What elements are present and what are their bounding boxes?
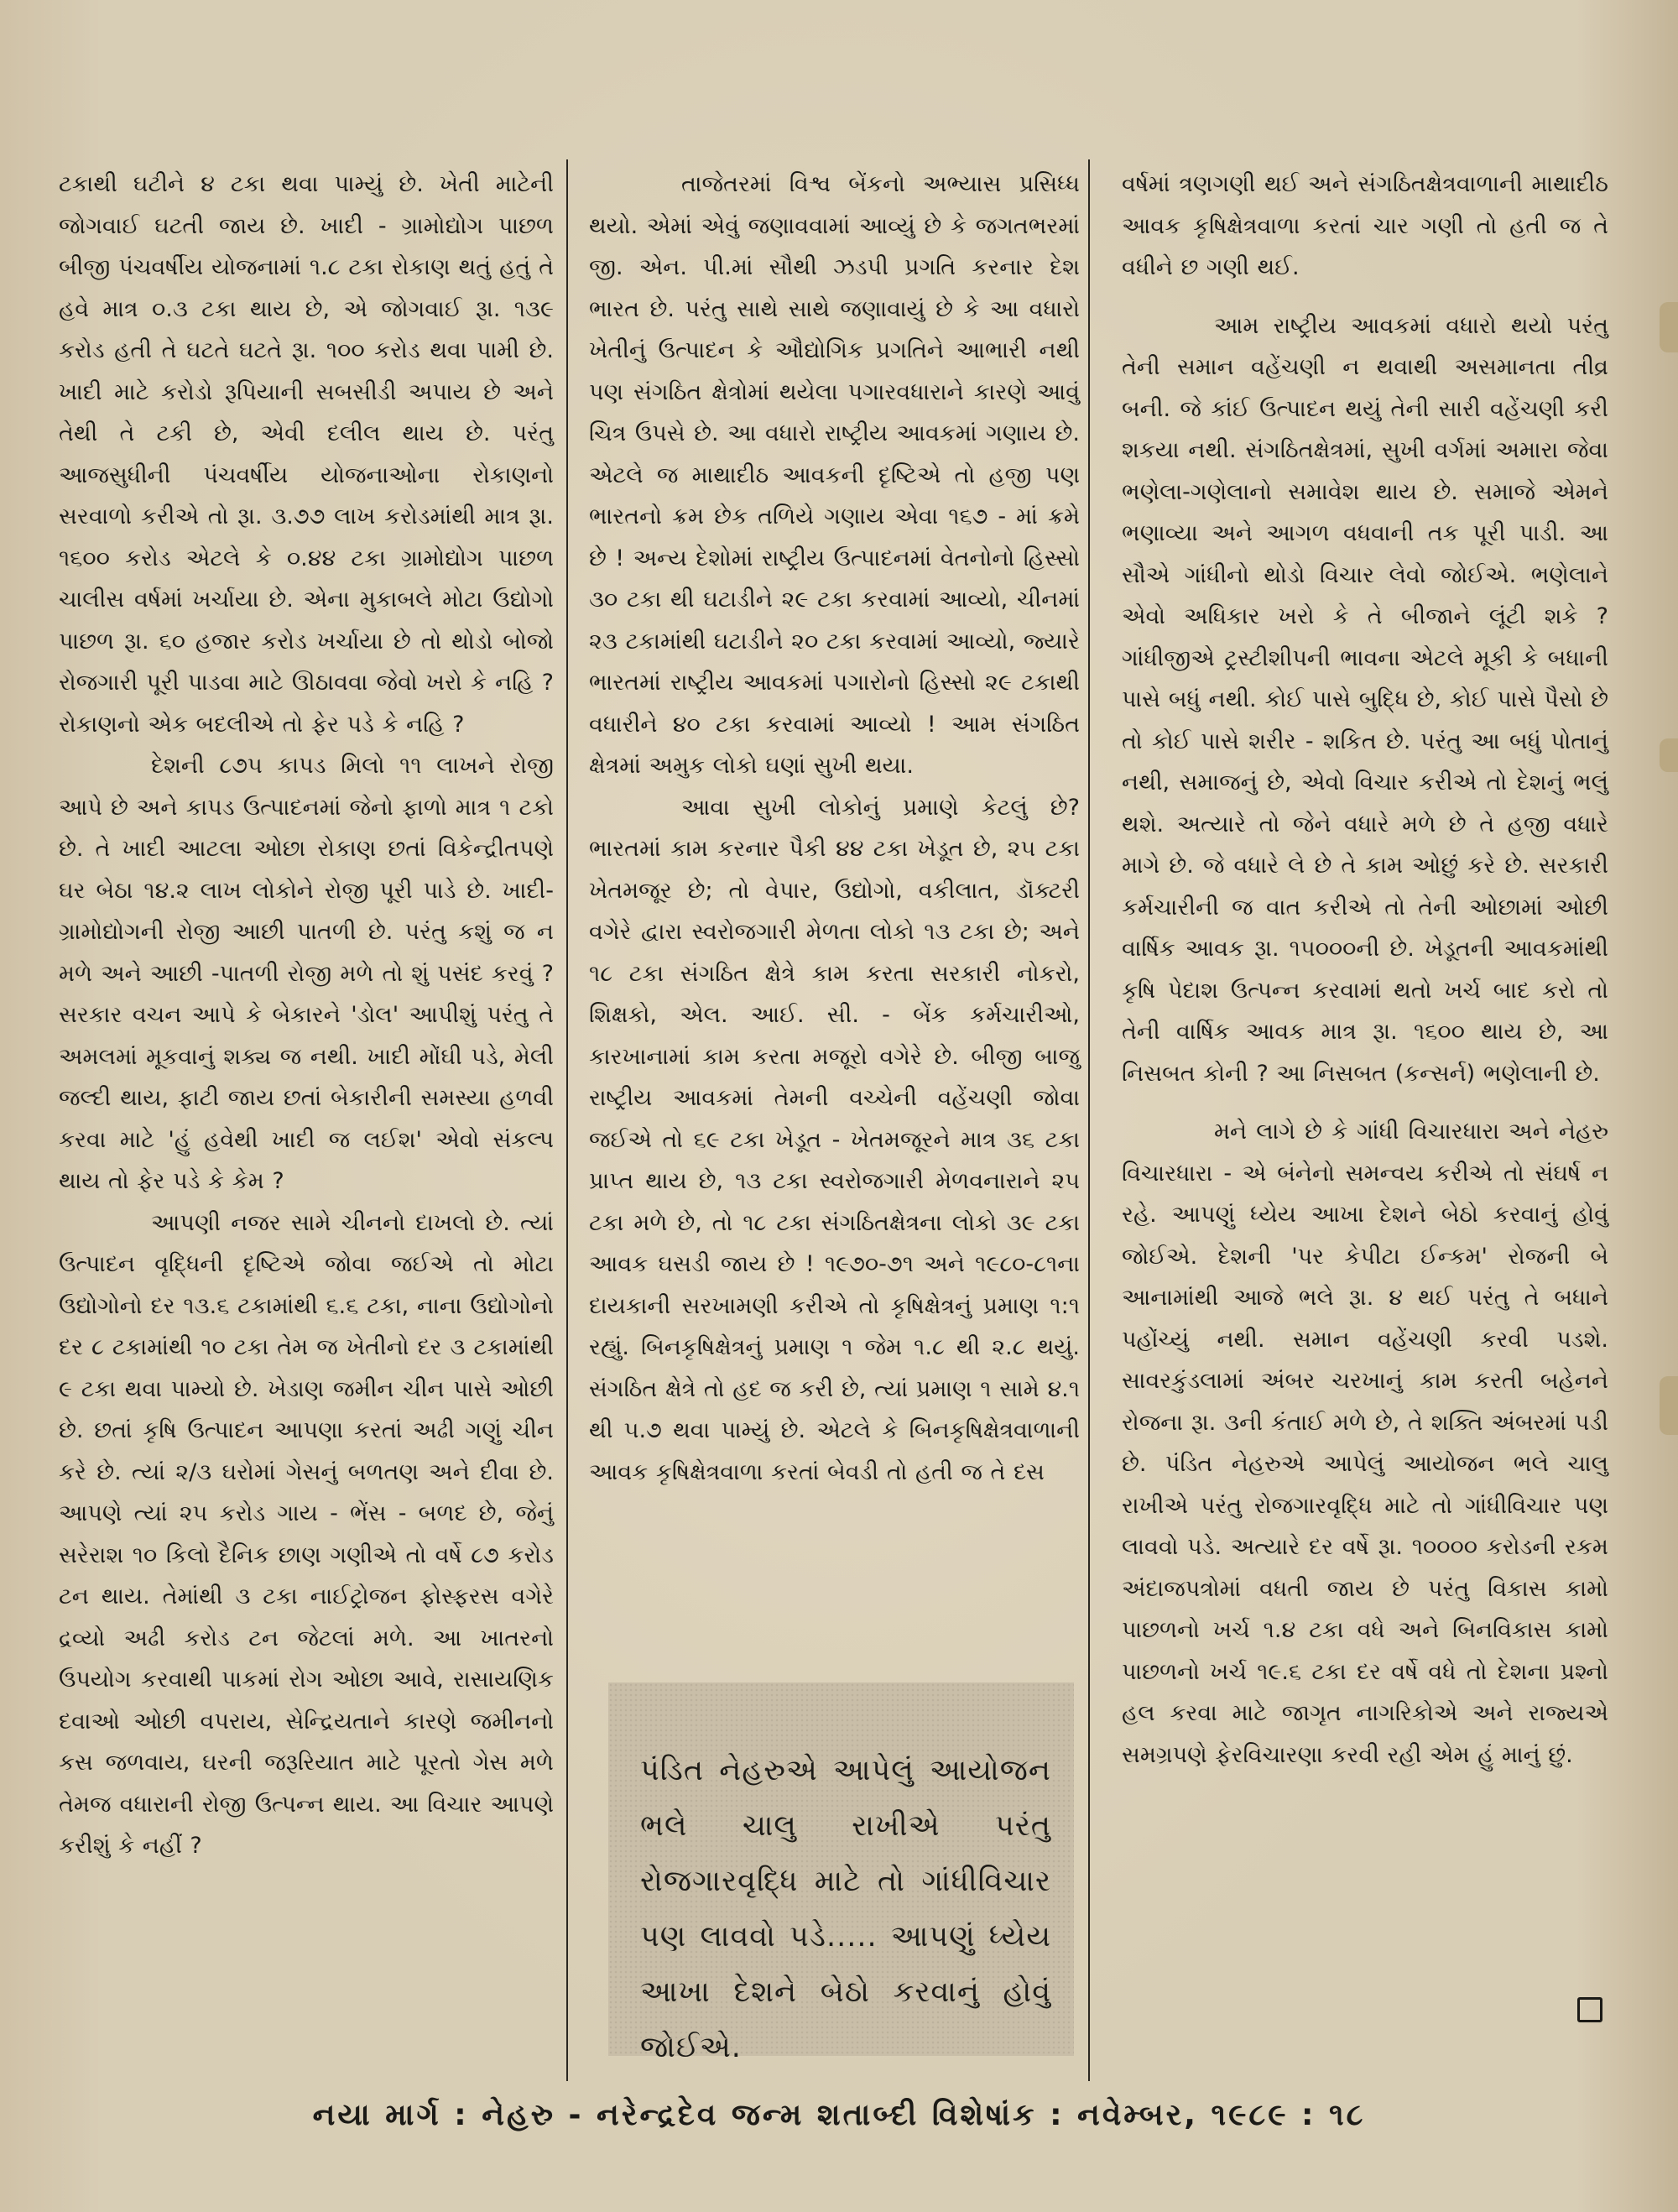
paragraph: ટકાથી ઘટીને ૪ ટકા થવા પામ્યું છે. ખેતી માટેની જોગવાઈ ઘટતી જાય છે. ખાદી - ગ્રામોદ્યોગ પાછળ બીજી પંચવર્ષીય યોજનામાં ૧.૮ ટકા રોકાણ થતું હતું તે હવે માત્ર ૦.૩ ટકા થાય છે, એ જોગવાઈ રૂા. ૧૩૯ કરોડ હતી તે ઘટતે ઘટતે રૂા. ૧૦૦ કરોડ થવા પામી છે. ખાદી માટે કરોડો રૂપિયાની સબસીડી અપાય છે અને તેથી તે ટકી છે, એવી દલીલ થાય છે. પરંતુ આજસુધીની પંચવર્ષીય યોજનાઓના રોકાણનો સરવાળો કરીએ તો રૂા. ૩.૭૭ લાખ કરોડમાંથી માત્ર રૂા. ૧૬૦૦ કરોડ એટલે કે ૦.૪૪ ટકા ગ્રામોદ્યોગ પાછળ ચાલીસ વર્ષમાં ખર્ચાયા છે. એના મુકાબલે મોટા ઉદ્યોગો પાછળ રૂા. ૬૦ હજાર કરોડ ખર્ચાયા છે તો થોડો બોજો રોજગારી પૂરી પાડવા માટે ઊઠાવવા જેવો ખરો કે નહિ ? રોકાણનો એક બદલીએ તો ફેર પડે કે નહિ ? bbox=[59, 171, 554, 738]
paragraph: વર્ષમાં ત્રણગણી થઈ અને સંગઠિતક્ષેત્રવાળાની માથાદીઠ આવક કૃષિક્ષેત્રવાળા કરતાં ચાર ગણી તો હતી જ તે વધીને છ ગણી થઈ. bbox=[1122, 171, 1608, 280]
page-edge-tear bbox=[1660, 302, 1678, 352]
paragraph: આવા સુખી લોકોનું પ્રમાણે કેટલું છે? ભારતમાં કામ કરનાર પૈકી ૪૪ ટકા ખેડૂત છે, ૨૫ ટકા ખેતમજૂર છે; તો વેપાર, ઉદ્યોગો, વકીલાત, ડૉક્ટરી વગેરે દ્વારા સ્વરોજગારી મેળતા લોકો ૧૩ ટકા છે; અને ૧૮ ટકા સંગઠિત ક્ષેત્રે કામ કરતા સરકારી નોકરો, શિક્ષકો, એલ. આઈ. સી. - બેંક કર્મચારીઓ, કારખાનામાં કામ કરતા મજૂરો વગેરે છે. બીજી બાજુ રાષ્ટ્રીય આવકમાં તેમની વચ્ચેની વહેંચણી જોવા જઈએ તો ૬૯ ટકા ખેડૂત - ખેતમજૂરને માત્ર ૩૬ ટકા પ્રાપ્ત થાય છે, ૧૩ ટકા સ્વરોજગારી મેળવનારાને ૨૫ ટકા મળે છે, તો ૧૮ ટકા સંગઠિતક્ષેત્રના લોકો ૩૯ ટકા આવક ઘસડી જાય છે ! ૧૯૭૦-૭૧ અને ૧૯૮૦-૮૧ના દાયકાની સરખામણી કરીએ તો કૃષિક્ષેત્રનું પ્રમાણ ૧:૧ રહ્યું. બિનકૃષિક્ષેત્રનું પ્રમાણ ૧ જેમ ૧.૮ થી ૨.૮ થયું. સંગઠિત ક્ષેત્રે તો હદ જ કરી છે, ત્યાં પ્રમાણ ૧ સામે ૪.૧ થી ૫.૭ થવા પામ્યું છે. એટલે કે બિનકૃષિક્ષેત્રવાળાની આવક કૃષિક્ષેત્રવાળા કરતાં બેવડી તો હતી જ તે દસ bbox=[589, 794, 1080, 1485]
pull-quote: પંડિત નેહરુએ આપેલું આયોજન ભલે ચાલુ રાખીએ પરંતુ રોજગારવૃદ્ધિ માટે તો ગાંધીવિચાર પણ લાવવો પડે..... આપણું ધ્યેય આખા દેશને બેઠો કરવાનું હોવું જોઈએ. bbox=[640, 1754, 1051, 2064]
paragraph: આમ રાષ્ટ્રીય આવકમાં વધારો થયો પરંતુ તેની સમાન વહેંચણી ન થવાથી અસમાનતા તીવ્ર બની. જે કાંઈ ઉત્પાદન થયું તેની સારી વહેંચણી કરી શકયા નથી. સંગઠિતક્ષેત્રમાં, સુખી વર્ગમાં અમારા જેવા ભણેલા-ગણેલાનો સમાવેશ થાય છે. સમાજે એમને ભણાવ્યા અને આગળ વધવાની તક પૂરી પાડી. આ સૌએ ગાંધીનો થોડો વિચાર લેવો જોઈએ. ભણેલાને એવો અધિકાર ખરો કે તે બીજાને લૂંટી શકે ? ગાંધીજીએ ટ્રસ્ટીશીપની ભાવના એટલે મૂકી કે બધાની પાસે બધું નથી. કોઈ પાસે બુદ્ધિ છે, કોઈ પાસે પૈસો છે તો કોઈ પાસે શરીર - શકિત છે. પરંતુ આ બધું પોતાનું નથી, સમાજનું છે, એવો વિચાર કરીએ તો દેશનું ભલું થશે. અત્યારે તો જેને વધારે મળે છે તે હજી વધારે માગે છે. જે વધારે લે છે તે કામ ઓછું કરે છે. સરકારી કર્મચારીની જ વાત કરીએ તો તેની ઓછામાં ઓછી વાર્ષિક આવક રૂા. ૧૫૦૦૦ની છે. ખેડૂતની આવકમાંથી કૃષિ પેદાશ ઉત્પન્ન કરવામાં થતો ખર્ચ બાદ કરો તો તેની વાર્ષિક આવક માત્ર રૂા. ૧૬૦૦ થાય છે, આ નિસબત કોની ? આ નિસબત (કન્સર્ન) ભણેલાની છે. bbox=[1122, 312, 1608, 1087]
article-column-3 bbox=[1122, 164, 1608, 1776]
page-footer: નયા માર્ગ : નેહરુ - નરેન્દ્રદેવ જન્મ શતાબ્દી વિશેષાંક : નવેમ્બર, ૧૯૮૯ : ૧૮ bbox=[312, 2098, 1366, 2132]
paragraph: મને લાગે છે કે ગાંધી વિચારધારા અને નેહરુ વિચારધારા - એ બંનેનો સમન્વય કરીએ તો સંઘર્ષ ન રહે. આપણું ધ્યેય આખા દેશને બેઠો કરવાનું હોવું જોઈએ. દેશની 'પર કેપીટા ઈન્કમ' રોજની બે આનામાંથી આજે ભલે રૂા. ૪ થઈ પરંતુ તે બધાને પહોંચ્યું નથી. સમાન વહેંચણી કરવી પડશે. સાવરકુંડલામાં અંબર ચરખાનું કામ કરતી બહેનને રોજના રૂા. ૩ની કંતાઈ મળે છે, તે શક્તિ અંબરમાં પડી છે. પંડિત નેહરુએ આપેલું આયોજન ભલે ચાલુ રાખીએ પરંતુ રોજગારવૃદ્ધિ માટે તો ગાંધીવિચાર પણ લાવવો પડે. અત્યારે દર વર્ષે રૂા. ૧૦૦૦૦ કરોડની રકમ અંદાજપત્રોમાં વધતી જાય છે પરંતુ વિકાસ કામો પાછળનો ખર્ચ ૧.૪ ટકા વધે અને બિનવિકાસ કામો પાછળનો ખર્ચ ૧૯.૬ ટકા દર વર્ષે વધે તો દેશના પ્રશ્નો હલ કરવા માટે જાગૃત નાગરિકોએ અને રાજ્યએ સમગ્રપણે ફેરવિચારણા કરવી રહી એમ હું માનું છું. bbox=[1122, 1119, 1608, 1768]
paragraph: તાજેતરમાં વિશ્વ બેંકનો અભ્યાસ પ્રસિધ્ધ થયો. એમાં એવું જણાવવામાં આવ્યું છે કે જગતભરમાં જી. એન. પી.માં સૌથી ઝડપી પ્રગતિ કરનાર દેશ ભારત છે. પરંતુ સાથે સાથે જણાવાયું છે કે આ વધારો ખેતીનું ઉત્પાદન કે ઔદ્યોગિક પ્રગતિને આભારી નથી પણ સંગઠિત ક્ષેત્રોમાં થયેલા પગારવધારાને કારણે આવું ચિત્ર ઉપસે છે. આ વધારો રાષ્ટ્રીય આવકમાં ગણાય છે. એટલે જ માથાદીઠ આવકની દૃષ્ટિએ તો હજી પણ ભારતનો ક્રમ છેક તળિયે ગણાય એવા ૧૬૭ - માં ક્રમે છે ! અન્ય દેશોમાં રાષ્ટ્રીય ઉત્પાદનમાં વેતનોનો હિસ્સો ૩૦ ટકા થી ઘટાડીને ૨૯ ટકા કરવામાં આવ્યો, ચીનમાં ૨૩ ટકામાંથી ઘટાડીને ૨૦ ટકા કરવામાં આવ્યો, જ્યારે ભારતમાં રાષ્ટ્રીય આવકમાં પગારોનો હિસ્સો ૨૯ ટકાથી વધારીને ૪૦ ટકા કરવામાં આવ્યો ! આમ સંગઠિત ક્ષેત્રમાં અમુક લોકો ઘણાં સુખી થયા. bbox=[589, 171, 1080, 779]
column-divider bbox=[1088, 159, 1090, 2081]
column-divider bbox=[566, 159, 568, 2081]
page-edge-tear bbox=[1660, 1376, 1678, 1435]
article-column-1 bbox=[59, 164, 554, 1867]
article-column-2 bbox=[589, 164, 1080, 1493]
page-edge-tear bbox=[1660, 738, 1678, 772]
paragraph: આપણી નજર સામે ચીનનો દાખલો છે. ત્યાં ઉત્પાદન વૃદ્ધિની દૃષ્ટિએ જોવા જઈએ તો મોટા ઉદ્યોગોનો દર ૧૩.૬ ટકામાંથી ૬.૬ ટકા, નાના ઉદ્યોગોનો દર ૮ ટકામાંથી ૧૦ ટકા તેમ જ ખેતીનો દર ૩ ટકામાંથી ૯ ટકા થવા પામ્યો છે. ખેડાણ જમીન ચીન પાસે ઓછી છે. છતાં કૃષિ ઉત્પાદન આપણા કરતાં અઢી ગણું ચીન કરે છે. ત્યાં ૨/૩ ઘરોમાં ગેસનું બળતણ અને દીવા છે. આપણે ત્યાં ૨૫ કરોડ ગાય - ભેંસ - બળદ છે, જેનું સરેરાશ ૧૦ કિલો દૈનિક છાણ ગણીએ તો વર્ષે ૮૭ કરોડ ટન થાય. તેમાંથી ૩ ટકા નાઈટ્રોજન ફોસ્ફરસ વગેરે દ્રવ્યો અઢી કરોડ ટન જેટલાં મળે. આ ખાતરનો ઉપયોગ કરવાથી પાકમાં રોગ ઓછા આવે, રાસાયણિક દવાઓ ઓછી વપરાય, સેન્દ્રિયતાને કારણે જમીનનો કસ જળવાય, ઘરની જરૂરિયાત માટે પૂરતો ગેસ મળે તેમજ વધારાની રોજી ઉત્પન્ન થાય. આ વિચાર આપણે કરીશું કે નહીં ? bbox=[59, 1209, 554, 1859]
paragraph: દેશની ૮૭૫ કાપડ મિલો ૧૧ લાખને રોજી આપે છે અને કાપડ ઉત્પાદનમાં જેનો ફાળો માત્ર ૧ ટકો છે. તે ખાદી આટલા ઓછા રોકાણ છતાં વિકેન્દ્રીતપણે ઘર બેઠા ૧૪.૨ લાખ લોકોને રોજી પૂરી પાડે છે. ખાદી-ગ્રામોદ્યોગની રોજી આછી પાતળી છે. પરંતુ કશું જ ન મળે અને આછી -પાતળી રોજી મળે તો શું પસંદ કરવું ? સરકાર વચન આપે કે બેકારને 'ડોલ' આપીશું પરંતુ તે અમલમાં મૂકવાનું શક્ય જ નથી. ખાદી મોંઘી પડે, મેલી જલ્દી થાય, ફાટી જાય છતાં બેકારીની સમસ્યા હળવી કરવા માટે 'હું હવેથી ખાદી જ લઈશ' એવો સંકલ્પ થાય તો ફેર પડે કે કેમ ? bbox=[59, 753, 554, 1194]
end-of-article-icon bbox=[1577, 1997, 1602, 2022]
pull-quote-box bbox=[608, 1682, 1074, 2064]
